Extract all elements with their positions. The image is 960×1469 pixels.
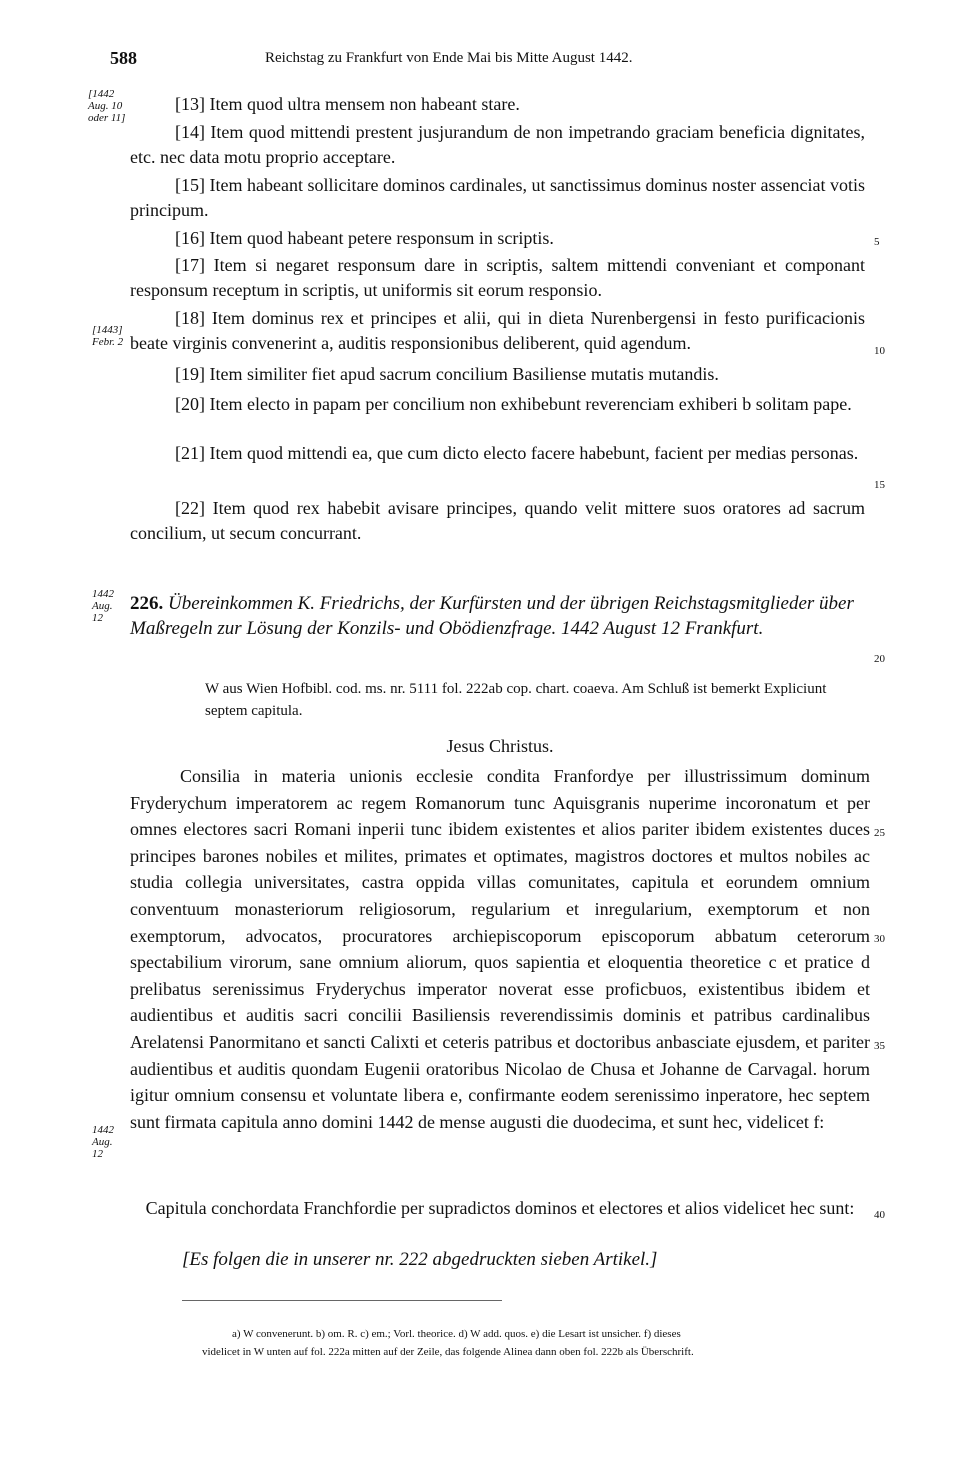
article-item: [16] Item quod habeant petere responsum in scriptis. — [175, 228, 554, 248]
article-item: [14] Item quod mittendi prestent jusjurandum de non impetrando graciam beneficia dignitates, etc. nec data motu proprio acceptare. — [130, 122, 865, 167]
line-number: 5 — [874, 236, 880, 248]
document-heading — [130, 591, 870, 641]
article-item: [15] Item habeant sollicitare dominos cardinales, ut sanctissimus dominus noster assenciat votis principum. — [130, 175, 865, 220]
invocation-heading: Jesus Christus. — [446, 736, 554, 756]
margin-note-date-top: [1442 Aug. 10 oder 11] — [88, 88, 126, 124]
article-item: [20] Item electo in papam per concilium non exhibebunt reverenciam exhiberi b solitam pape. — [175, 394, 852, 414]
document-title: Übereinkommen K. Friedrichs, der Kurfürsten und der übrigen Reichstagsmitglieder über Maßregeln zur Lösung der Konzils- und Obödienzfrage. 1442 August 12 Frankfurt. — [130, 593, 854, 639]
article-item: [13] Item quod ultra mensem non habeant stare. — [175, 94, 520, 114]
line-number: 35 — [874, 1040, 885, 1052]
article-item: [17] Item si negaret responsum dare in scriptis, saltem mittendi conveniant et componant responsum receptum in scriptis, ut uniformis sit eorum responsio. — [130, 255, 865, 300]
margin-note-body-date: 1442 Aug. 12 — [92, 1124, 114, 1160]
article-item: [19] Item similiter fiet apud sacrum concilium Basiliense mutatis mutandis. — [175, 364, 719, 384]
footnotes — [202, 1325, 872, 1361]
article-item: [18] Item dominus rex et principes et alii, qui in dieta Nurenbergensi in festo purificacionis beate virginis convenerint a, auditis responsionibus deliberent, quid agendum. — [130, 308, 865, 353]
document-body: Consilia in materia unionis ecclesie condita Franfordye per illustrissimum dominum Fryderychum imperatorem ac regem Romanorum tunc Aquisgranis nuperime incoronatum et per omnes electores sacri Romani inperii tunc ibidem existentes et alios pariter ibidem existentes duces principes barones nobiles et milites, primates et optimates, magistros doctores et multos nobiles ac studia collegia universitates, castra oppida villas comunitates, capitula et eorundem omnium conventuum monasteriorum religiosorum, regularium et inregularium, exemptorum et non exemptorum, advocatos, procuratores archiepiscoporum episcoporum abbatum ceterorum spectabilium virorum, sane omnium aliorum, quos sapientia et eloquentia theoretice c et pratice d prelibatus serenissimus Fryderychus imperator noverat esse proficbuos, existentibus ibidem et audientibus et auditis sacri concilii Basiliensis reverendissimis dominis et patribus cardinalibus Arelatensi Panormitano et sancti Calixti et ceteris patribus et doctoribus anbasciate ejusdem, et pariter audientibus et auditis quondam Eugenii oratoribus Nicolao de Chusa et Johanne de Carvagal. horum igitur omnium consensu et voluntate libera e, confirmante eodem serenissimo inperatore, hec septem sunt firmata capitula anno domini 1442 de mense augusti die duodecima, et sunt hec, videlicet f: — [130, 766, 870, 1132]
document-number: 226. — [130, 593, 164, 614]
page-header — [110, 48, 870, 72]
running-head: Reichstag zu Frankfurt von Ende Mai bis Mitte August 1442. — [265, 50, 633, 66]
line-number: 15 — [874, 479, 885, 491]
footnote-line: a) W convenerunt. b) om. R. c) em.; Vorl. theorice. d) W add. quos. e) die Lesart ist unsicher. f) dieses — [232, 1328, 681, 1340]
bracket-note: [Es folgen die in unserer nr. 222 abgedruckten sieben Artikel.] — [182, 1249, 658, 1270]
line-number: 30 — [874, 933, 885, 945]
article-item: [21] Item quod mittendi ea, que cum dicto electo facere habebunt, facient per medias personas. — [175, 443, 859, 463]
line-number: 25 — [874, 827, 885, 839]
closing-line: Capitula conchordata Franchfordie per supradictos dominos et electores et alios videlicet hec sunt: — [145, 1198, 855, 1218]
page-number: 588 — [110, 48, 137, 68]
margin-note-doc-date: 1442 Aug. 12 — [92, 588, 114, 624]
line-number: 20 — [874, 653, 885, 665]
footnote-divider — [182, 1300, 502, 1301]
article-item: [22] Item quod rex habebit avisare principes, quando velit mittere suos oratores ad sacrum concilium, ut secum concurrant. — [130, 498, 865, 543]
source-note: W aus Wien Hofbibl. cod. ms. nr. 5111 fol. 222ab cop. chart. coaeva. Am Schluß ist bemerkt Expliciunt septem capitula. — [205, 681, 827, 719]
margin-note-febr: [1443] Febr. 2 — [92, 324, 124, 348]
line-number: 40 — [874, 1209, 885, 1221]
line-number: 10 — [874, 345, 885, 357]
footnote-line: videlicet in W unten auf fol. 222a mitten auf der Zeile, das folgende Alinea dann oben fol. 222b als Überschrift. — [202, 1346, 694, 1358]
